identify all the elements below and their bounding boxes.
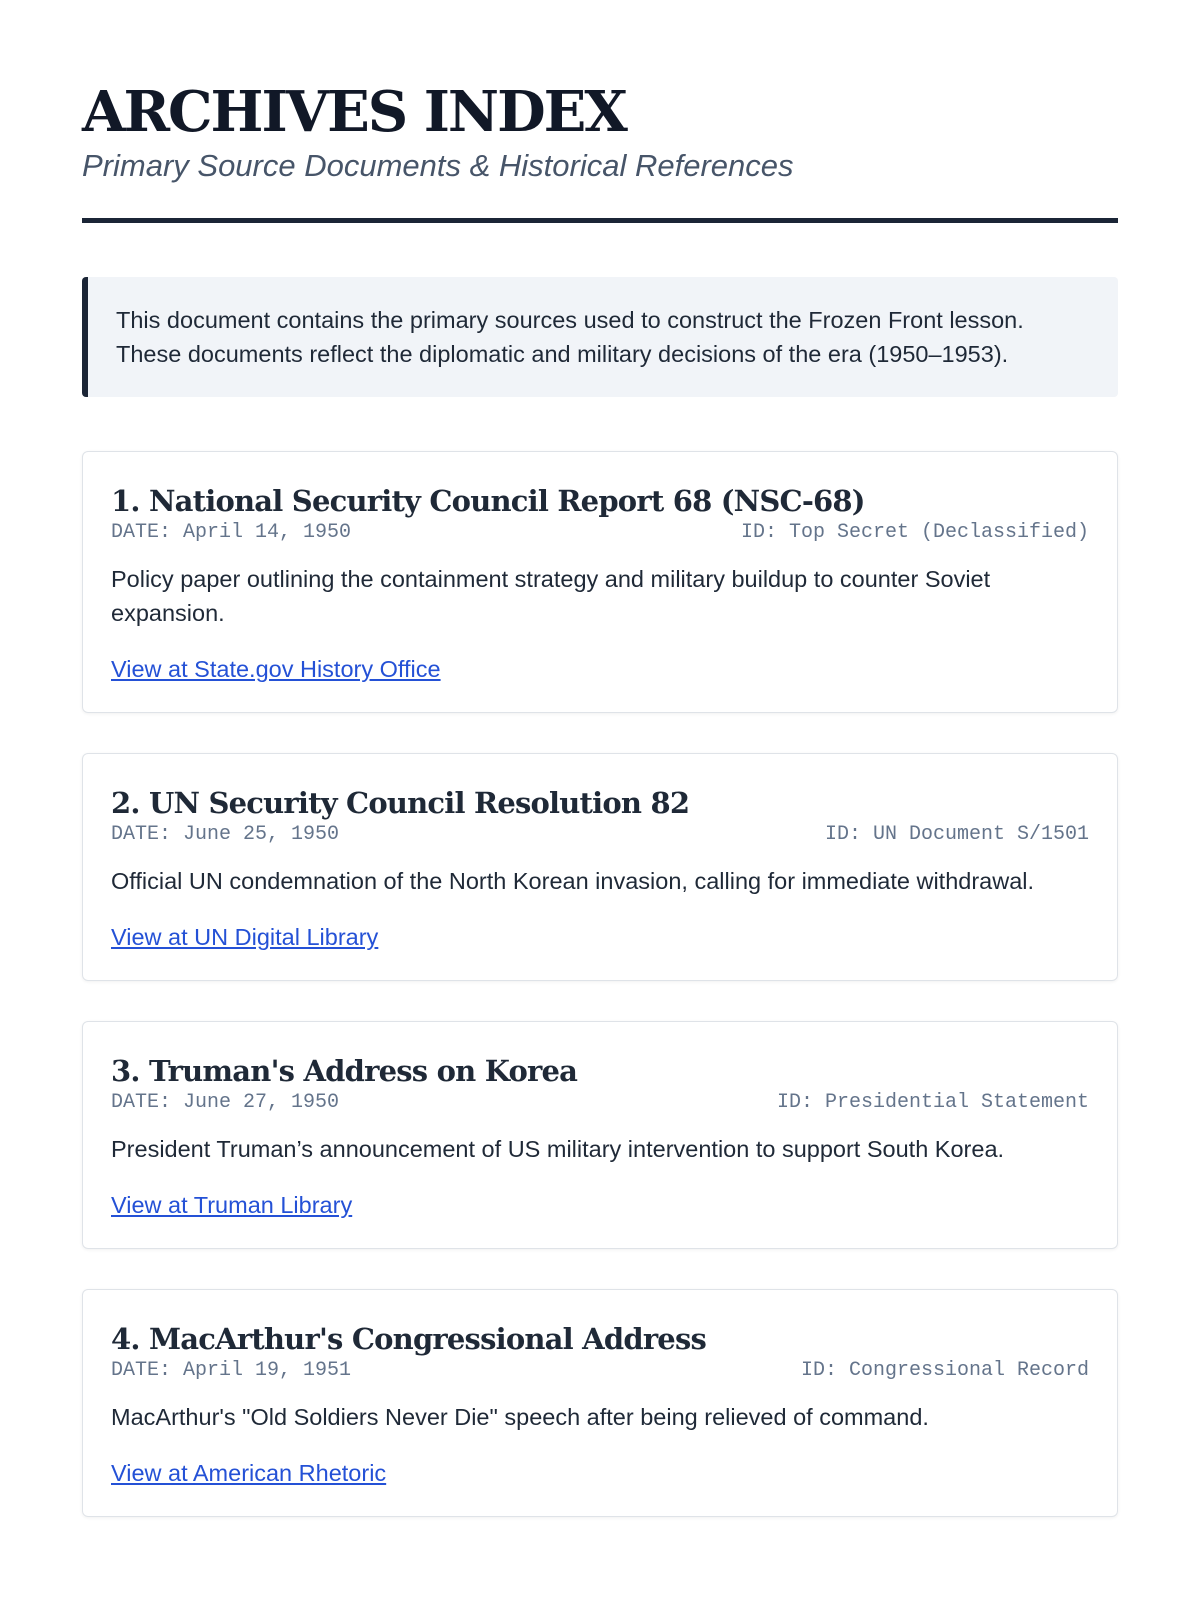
page-header [82, 0, 1118, 223]
document-meta [111, 1090, 1089, 1116]
document-description: President Truman’s announcement of US military intervention to support South Korea. [111, 1136, 1005, 1162]
document-title: 1. National Security Council Report 68 (NSC-68) [111, 484, 865, 518]
document-card [82, 753, 1118, 981]
document-title: 3. Truman's Address on Korea [111, 1054, 578, 1088]
document-card [82, 1289, 1118, 1517]
intro-line-1: This document contains the primary sources used to construct the Frozen Front lesson. [116, 307, 1024, 333]
document-card [82, 451, 1118, 713]
document-id: ID: Congressional Record [800, 1359, 1089, 1382]
intro-line-2: These documents reflect the diplomatic and military decisions of the era (1950–1953). [116, 341, 1009, 367]
document-link[interactable]: View at UN Digital Library [111, 924, 379, 950]
document-id: ID: UN Document S/1501 [824, 823, 1089, 846]
document-meta [111, 1358, 1089, 1384]
document-date: DATE: June 25, 1950 [111, 823, 340, 846]
document-date: DATE: April 19, 1951 [111, 1359, 352, 1382]
document-date: DATE: April 14, 1950 [111, 521, 352, 544]
document-title: 4. MacArthur's Congressional Address [111, 1322, 706, 1356]
document-date: DATE: June 27, 1950 [111, 1091, 340, 1114]
document-id: ID: Presidential Statement [776, 1091, 1089, 1114]
page-title: ARCHIVES INDEX [82, 79, 626, 145]
document-description: Official UN condemnation of the North Korean invasion, calling for immediate withdrawal. [111, 868, 1035, 894]
document-description: MacArthur's "Old Soldiers Never Die" speech after being relieved of command. [111, 1404, 929, 1430]
intro-callout [82, 277, 1118, 397]
document-meta [111, 520, 1089, 546]
document-id: ID: Top Secret (Declassified) [740, 521, 1089, 544]
document-meta [111, 822, 1089, 848]
document-link[interactable]: View at State.gov History Office [111, 656, 441, 682]
document-link[interactable]: View at Truman Library [111, 1192, 353, 1218]
document-description: Policy paper outlining the containment strategy and military buildup to counter Soviet expansion. [111, 566, 991, 626]
page-subtitle: Primary Source Documents & Historical References [82, 148, 794, 183]
document-list [82, 451, 1118, 1517]
document-card [82, 1021, 1118, 1249]
document-link[interactable]: View at American Rhetoric [111, 1460, 387, 1486]
document-title: 2. UN Security Council Resolution 82 [111, 786, 690, 820]
